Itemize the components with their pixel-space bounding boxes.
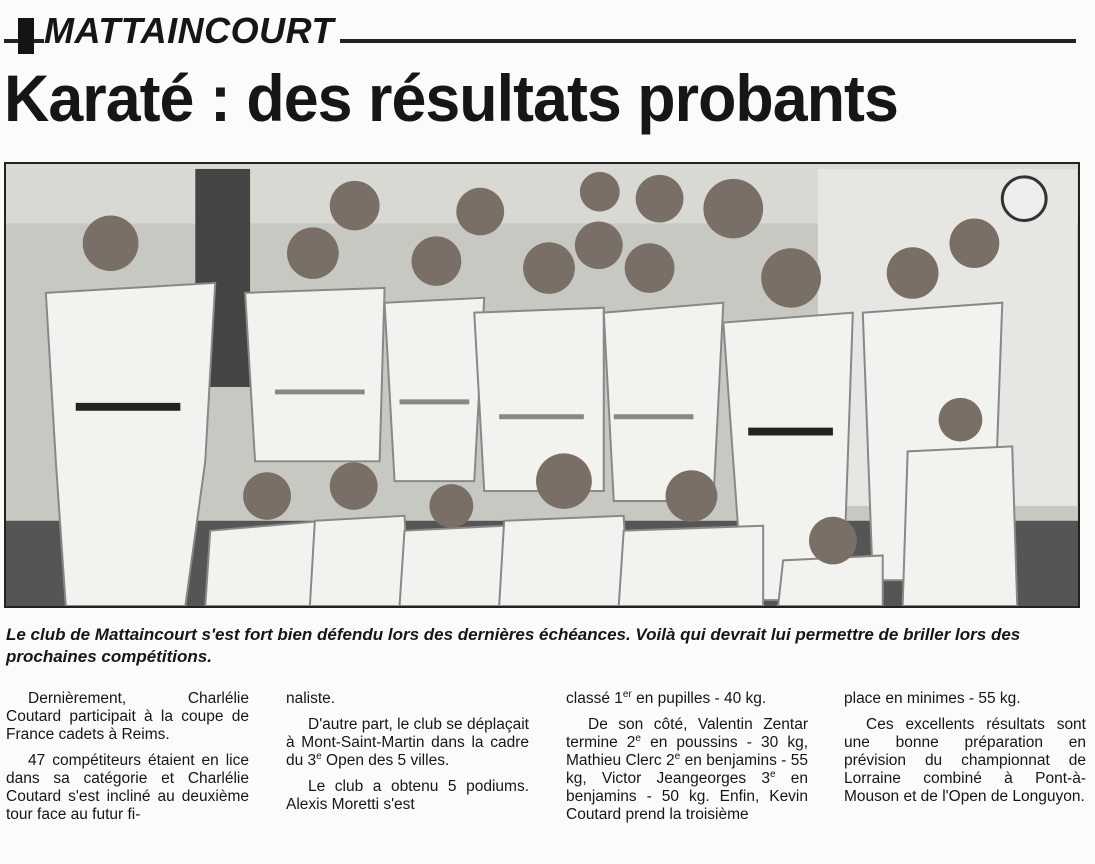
paragraph: 47 compétiteurs étaient en lice dans sa catégorie et Charlélie Coutard s'est incliné au deuxième tour face au futur fi- <box>6 752 249 823</box>
paragraph: Dernièrement, Charlélie Coutard participait à la coupe de France cadets à Reims. <box>6 690 249 743</box>
paragraph: naliste. <box>286 690 336 707</box>
photo-caption: Le club de Mattaincourt s'est fort bien défendu lors des dernières échéances. Voilà qui devrait lui permettre de briller lors des prochaines compétitions. <box>6 625 1021 666</box>
paragraph: place en minimes - 55 kg. <box>844 690 1021 707</box>
paragraph: Le club a obtenu 5 podiums. Alexis Moretti s'est <box>286 778 529 813</box>
body-column-2 <box>286 690 529 822</box>
paragraph: De son côté, Valentin Zentar termine 2e en poussins - 30 kg, Mathieu Clerc 2e en benjamins - 55 kg, Victor Jeangeorges 3e en benjamins - 50 kg. Enfin, Kevin Coutard prend la troisième <box>566 716 808 823</box>
photo-illustration <box>6 164 1078 606</box>
paragraph: classé 1er en pupilles - 40 kg. <box>566 688 767 707</box>
body-column-1 <box>6 690 249 832</box>
article-body <box>0 690 1095 850</box>
paragraph: D'autre part, le club se déplaçait à Mont-Saint-Martin dans la cadre du 3e Open des 5 villes. <box>286 716 529 769</box>
kicker-marker <box>18 18 34 54</box>
body-column-3 <box>566 690 808 832</box>
body-column-4 <box>844 690 1086 814</box>
group-photo <box>4 162 1080 608</box>
kicker-location: MATTAINCOURT <box>44 10 340 52</box>
paragraph: Ces excellents résultats sont une bonne préparation en prévision du championnat de Lorraine combiné à Pont-à-Mouson et de l'Open de Longuyon. <box>844 716 1086 805</box>
headline: Karaté : des résultats probants <box>4 61 898 135</box>
